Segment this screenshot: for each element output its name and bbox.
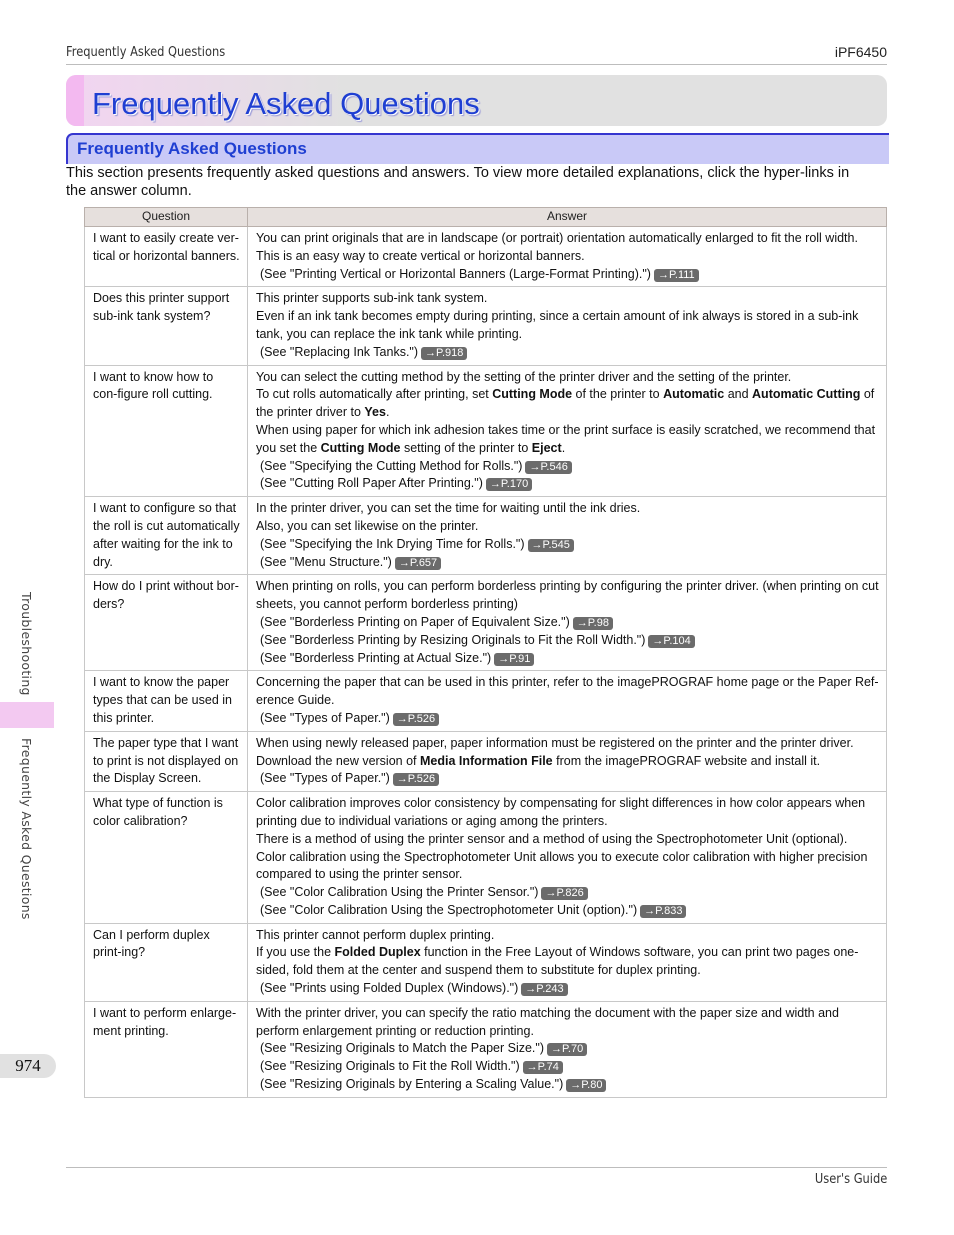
- answer-text: You can select the cutting method by the setting of the printer driver and the setting of the printer.: [256, 369, 792, 384]
- reference-text: (See "Specifying the Cutting Method for Rolls."): [260, 458, 523, 473]
- answer-paragraph: [256, 500, 879, 518]
- cross-reference: [256, 614, 879, 632]
- intro-paragraph: This section presents frequently asked questions and answers. To view more detailed explanations, click the hyper-links in the answer column.: [66, 165, 850, 199]
- answer-paragraph: [256, 369, 879, 387]
- answer-text: Color calibration using the Spectrophotometer Unit allows you to execute color calibration with higher precision compared to using the printer sensor.: [256, 849, 868, 882]
- answer-text: In the printer driver, you can set the time for waiting until the ink dries.: [256, 501, 641, 516]
- answer-paragraph: [256, 308, 879, 344]
- page-link-button[interactable]: →P.526: [393, 773, 439, 786]
- page-link-button[interactable]: →P.170: [486, 478, 532, 491]
- answer-cell: [248, 792, 887, 924]
- page-link-button[interactable]: →P.657: [395, 557, 441, 570]
- answer-text: setting of the printer to: [400, 440, 532, 455]
- cross-reference: [256, 458, 879, 476]
- answer-paragraph: [256, 831, 879, 849]
- table-row: [85, 792, 887, 924]
- running-header-title: Frequently Asked Questions: [66, 45, 226, 60]
- answer-text: With the printer driver, you can specify the ratio matching the document with the paper size and width and perform enlargement printing or reduction printing.: [256, 1005, 839, 1038]
- answer-text: When using newly released paper, paper information must be registered on the printer and the printer driver.: [256, 735, 854, 750]
- answer-paragraph: [256, 849, 879, 885]
- setting-name: Media Information File: [419, 753, 553, 768]
- page-link-button[interactable]: →P.545: [528, 539, 574, 552]
- answer-text: of the printer driver to: [256, 387, 875, 420]
- answer-text: If you use the: [256, 945, 335, 960]
- question-cell: Does this printer support sub-ink tank system?: [85, 287, 248, 365]
- answer-cell: [248, 923, 887, 1001]
- cross-reference: [256, 536, 879, 554]
- reference-text: (See "Borderless Printing on Paper of Equivalent Size."): [260, 614, 570, 629]
- answer-text: Even if an ink tank becomes empty during printing, since a certain amount of ink always is stored in a sub-ink tank, you can replace the ink tank while printing.: [256, 309, 859, 341]
- page-link-button[interactable]: →P.833: [640, 905, 686, 918]
- reference-text: (See "Borderless Printing by Resizing Originals to Fit the Roll Width."): [260, 632, 646, 647]
- answer-paragraph: [256, 422, 879, 458]
- answer-text: .: [561, 440, 566, 455]
- answer-paragraph: [256, 386, 879, 422]
- reference-text: (See "Prints using Folded Duplex (Windows)."): [260, 981, 519, 996]
- answer-cell: [248, 575, 887, 671]
- table-row: [85, 227, 887, 287]
- cross-reference: [256, 475, 879, 493]
- page-link-button[interactable]: →P.91: [494, 653, 534, 666]
- answer-paragraph: [256, 674, 879, 710]
- setting-name: Folded Duplex: [334, 945, 421, 960]
- page-link-button[interactable]: →P.546: [525, 461, 571, 474]
- header-divider: [66, 64, 887, 65]
- running-header-model: iPF6450: [834, 44, 887, 60]
- cross-reference: [256, 650, 879, 668]
- answer-text: There is a method of using the printer sensor and a method of using the Spectrophotometer Unit (optional).: [256, 831, 848, 846]
- cross-reference: [256, 344, 879, 362]
- question-cell: The paper type that I want to print is not displayed on the Display Screen.: [85, 731, 248, 791]
- question-cell: I want to know how to con-figure roll cutting.: [85, 365, 248, 497]
- faq-table: [84, 207, 887, 1098]
- answer-text: of the printer to: [572, 387, 664, 402]
- page-link-button[interactable]: →P.826: [541, 887, 587, 900]
- question-cell: How do I print without bor-ders?: [85, 575, 248, 671]
- reference-text: (See "Replacing Ink Tanks."): [260, 344, 419, 359]
- footer-guide-name: User's Guide: [814, 1172, 887, 1187]
- answer-text: from the imagePROGRAF website and install it.: [552, 753, 821, 768]
- table-row: [85, 365, 887, 497]
- page-link-button[interactable]: →P.104: [648, 635, 694, 648]
- answer-cell: [248, 365, 887, 497]
- answer-paragraph: [256, 518, 879, 536]
- table-row: [85, 497, 887, 575]
- sidebar-active-tab-marker: [0, 702, 54, 728]
- cross-reference: [256, 554, 879, 572]
- setting-name: Automatic Cutting: [752, 387, 861, 402]
- reference-text: (See "Resizing Originals to Match the Paper Size."): [260, 1041, 544, 1056]
- reference-text: (See "Menu Structure."): [260, 554, 392, 569]
- reference-text: (See "Types of Paper."): [260, 771, 390, 786]
- page-link-button[interactable]: →P.98: [573, 617, 613, 630]
- page-link-button[interactable]: →P.243: [521, 983, 567, 996]
- column-header-answer: Answer: [248, 208, 887, 227]
- setting-name: Yes: [364, 405, 386, 420]
- answer-text: This printer supports sub-ink tank system.: [256, 291, 488, 306]
- column-header-question: Question: [85, 208, 248, 227]
- cross-reference: [256, 884, 879, 902]
- footer-divider: [66, 1167, 887, 1168]
- page-link-button[interactable]: →P.70: [547, 1043, 587, 1056]
- answer-text: Color calibration improves color consistency by compensating for slight differences in how color appears when printing due to individual variations or aging among the printers.: [256, 796, 866, 828]
- answer-cell: [248, 731, 887, 791]
- cross-reference: [256, 902, 879, 920]
- answer-text: Concerning the paper that can be used in this printer, refer to the imagePROGRAF home page or the Paper Ref-erence Guide.: [256, 675, 879, 708]
- reference-text: (See "Printing Vertical or Horizontal Banners (Large-Format Printing)."): [260, 266, 651, 281]
- page-link-button[interactable]: →P.111: [654, 269, 699, 282]
- answer-text: To cut rolls automatically after printing, set: [256, 387, 493, 402]
- answer-text: When using paper for which ink adhesion takes time or the print surface is easily scratched, we recommend that you set the: [256, 422, 876, 455]
- page-link-button[interactable]: →P.526: [393, 713, 439, 726]
- answer-paragraph: [256, 944, 879, 980]
- section-heading-band: [66, 133, 889, 164]
- cross-reference: [256, 266, 879, 284]
- answer-paragraph: [256, 927, 879, 945]
- sidebar-section-label: Frequently Asked Questions: [19, 738, 34, 920]
- answer-paragraph: [256, 230, 879, 266]
- answer-cell: [248, 227, 887, 287]
- faq-table-body: [85, 227, 887, 1098]
- reference-text: (See "Color Calibration Using the Printer Sensor."): [260, 885, 539, 900]
- cross-reference: [256, 1076, 879, 1094]
- reference-text: (See "Borderless Printing at Actual Size."): [260, 650, 492, 665]
- table-row: [85, 1001, 887, 1097]
- setting-name: Cutting Mode: [320, 440, 401, 455]
- answer-paragraph: [256, 1005, 879, 1041]
- faq-table-header-row: [85, 208, 887, 227]
- answer-text: and: [724, 387, 753, 402]
- answer-paragraph: [256, 795, 879, 831]
- reference-text: (See "Specifying the Ink Drying Time for Rolls."): [260, 536, 525, 551]
- setting-name: Cutting Mode: [492, 387, 573, 402]
- reference-text: (See "Resizing Originals to Fit the Roll Width."): [260, 1059, 520, 1074]
- reference-text: (See "Cutting Roll Paper After Printing."): [260, 476, 483, 491]
- section-title: Frequently Asked Questions: [77, 139, 307, 158]
- table-row: [85, 923, 887, 1001]
- reference-text: (See "Color Calibration Using the Spectrophotometer Unit (option)."): [260, 902, 638, 917]
- table-row: [85, 671, 887, 731]
- cross-reference: [256, 1040, 879, 1058]
- answer-paragraph: [256, 753, 879, 771]
- table-row: [85, 287, 887, 365]
- cross-reference: [256, 710, 879, 728]
- page-title: Frequently Asked Questions: [92, 86, 480, 121]
- answer-text: This printer cannot perform duplex printing.: [256, 927, 495, 942]
- page-number: 974: [0, 1054, 56, 1078]
- answer-text: Also, you can set likewise on the printer.: [256, 518, 479, 533]
- page-title-band: [66, 75, 887, 126]
- setting-name: Eject: [531, 440, 562, 455]
- reference-text: (See "Resizing Originals by Entering a Scaling Value."): [260, 1077, 564, 1092]
- cross-reference: [256, 980, 879, 998]
- sidebar-chapter-label: Troubleshooting: [19, 592, 34, 696]
- answer-cell: [248, 287, 887, 365]
- question-cell: I want to know the paper types that can be used in this printer.: [85, 671, 248, 731]
- page-link-button[interactable]: →P.74: [523, 1061, 563, 1074]
- answer-text: You can print originals that are in landscape (or portrait) orientation automatically enlarged to fit the roll width. This is an easy way to create vertical or horizontal banners.: [256, 231, 858, 263]
- answer-paragraph: [256, 290, 879, 308]
- answer-paragraph: [256, 735, 879, 753]
- answer-paragraph: [256, 578, 879, 614]
- cross-reference: [256, 632, 879, 650]
- answer-cell: [248, 497, 887, 575]
- answer-text: When printing on rolls, you can perform borderless printing by configuring the printer driver. (when printing on cut sheets, you cannot perform borderless printing): [256, 579, 879, 612]
- setting-name: Automatic: [663, 387, 725, 402]
- answer-text: Download the new version of: [256, 753, 420, 768]
- question-cell: I want to perform enlarge-ment printing.: [85, 1001, 248, 1097]
- cross-reference: [256, 1058, 879, 1076]
- question-cell: What type of function is color calibration?: [85, 792, 248, 924]
- answer-text: .: [385, 405, 390, 420]
- table-row: [85, 731, 887, 791]
- page-link-button[interactable]: →P.80: [566, 1079, 606, 1092]
- page-link-button[interactable]: →P.918: [421, 347, 467, 360]
- title-accent: [66, 75, 84, 126]
- question-cell: I want to configure so that the roll is cut automatically after waiting for the ink to dry.: [85, 497, 248, 575]
- answer-text: function in the Free Layout of Windows software, you can print two pages one-sided, fold them at the center and suspend them to substitute for duplex printing.: [256, 945, 859, 978]
- cross-reference: [256, 770, 879, 788]
- question-cell: Can I perform duplex print-ing?: [85, 923, 248, 1001]
- table-row: [85, 575, 887, 671]
- answer-cell: [248, 1001, 887, 1097]
- question-cell: I want to easily create ver-tical or horizontal banners.: [85, 227, 248, 287]
- answer-cell: [248, 671, 887, 731]
- reference-text: (See "Types of Paper."): [260, 710, 390, 725]
